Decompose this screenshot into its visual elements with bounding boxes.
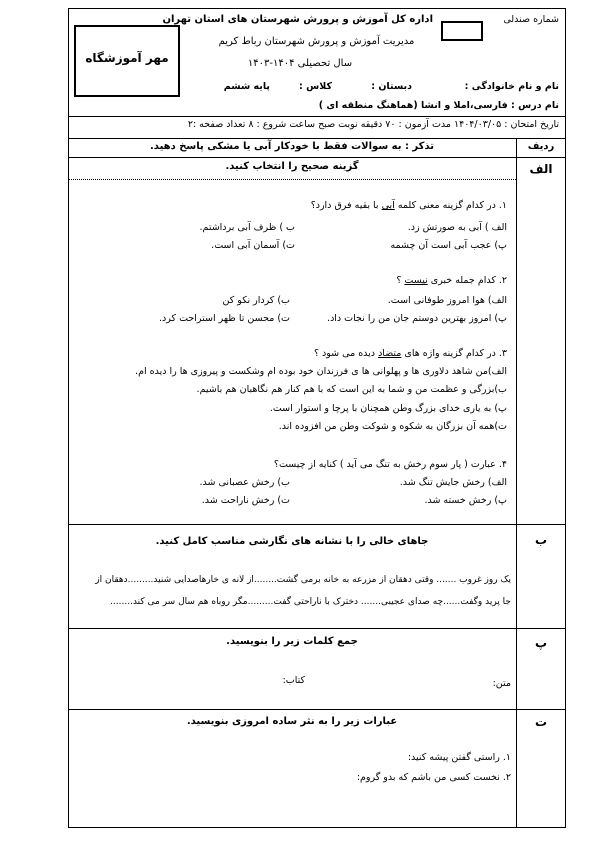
section-be-title: جاهای خالی را با نشانه های نگارشی مناسب کامل کنید. [155, 536, 429, 547]
q1-option-d[interactable]: ت) آسمان آبی است. [211, 240, 295, 251]
q1-option-b[interactable]: ب ) ظرف آبی برداشتم. [199, 222, 295, 233]
section-alef-label: الف [529, 162, 553, 176]
school-stamp-label: مهر آموزشگاه [85, 51, 169, 65]
q1-stem: ۱. در کدام گزینه معنی کلمه آبی با بقیه فرق دارد؟ [310, 200, 507, 211]
q4-option-b[interactable]: ب) رخش عصبانی شد. [199, 477, 290, 488]
q3-option-a[interactable]: الف)من شاهد دلاوری ها و پهلوانی ها ی فرزندان خود بوده ام وشکست و پیروزی ها را دیده ام. [135, 366, 507, 377]
grade-label: پایه ششم [223, 81, 270, 92]
row-column-header: ردیف [527, 141, 555, 152]
q2-option-d[interactable]: ت) محسن تا ظهر استراحت کرد. [159, 313, 290, 324]
section-te-title: عبارات زیر را به نثر ساده امروزی بنویسید. [186, 716, 398, 727]
q2-option-c[interactable]: پ) امروز بهترین دوستم جان من را نجات داد. [327, 313, 507, 324]
table-top-line [68, 138, 566, 139]
section-pe-word2: کتاب: [282, 675, 305, 686]
section-alef-title: گزینه صحیح را انتخاب کنید. [225, 161, 359, 172]
section-pe-title: جمع کلمات زیر را بنویسید. [226, 636, 358, 647]
section-be-label: ب [534, 533, 548, 547]
exam-info: تاریخ امتحان : ۱۴۰۴/۰۳/۰۵ مدت آزمون : ۷۰ دقیقه نوبت صبح ساعت شروع : ۸ تعداد صفحه :۲ [187, 119, 559, 130]
name-label: نام و نام خانوادگی : [464, 81, 559, 92]
section-alef-title-divider [68, 179, 516, 180]
q4-option-c[interactable]: پ) رخش خسته شد. [424, 495, 507, 506]
section-te-sentence2: ۲. نخست کسی من باشم که بدو گروم: [356, 772, 511, 783]
section-be-bottom [68, 628, 566, 629]
instruction-divider [68, 157, 566, 158]
instruction: تذکر : به سوالات فقط با خودکار آبی یا مشکی پاسخ دهید. [150, 141, 434, 152]
section-be-line2: جا پرید وگفت......چه صدای عجیبی....... دخترک با ناراحتی گفت.........مگر روباه هم سال سر می کند........ [110, 597, 511, 607]
school-label: دبستان : [371, 81, 412, 92]
q4-option-a[interactable]: الف) رخش جایش تنگ شد. [399, 477, 507, 488]
subject-label: نام درس : فارسی،املا و انشا (هماهنگ منطقه ای ) [318, 100, 559, 111]
q3-option-c[interactable]: پ) به یاری خدای بزرگ وطن همچنان با پرچا و استوار است. [269, 403, 507, 414]
q2-option-b[interactable]: ب) کردار نکو کن [222, 295, 290, 306]
header-divider [68, 116, 566, 117]
section-be-line1: یک روز غروب ....... وقتی دهقان از مزرعه به خانه برمی گشت........از لانه ی خارهاصدایی شنید.........دهقان از [95, 575, 511, 585]
section-alef-bottom [68, 524, 566, 525]
section-te-label: ت [534, 715, 548, 729]
section-pe-bottom [68, 709, 566, 710]
q1-option-a[interactable]: الف ) آبی به صورتش زد. [407, 222, 507, 233]
section-pe-label: پ [534, 636, 548, 650]
page-frame [68, 8, 566, 828]
q3-stem: ۳. در کدام گزینه واژه های متضاد دیده می شود ؟ [313, 348, 507, 359]
q1-option-c[interactable]: پ) عجب آبی است آن چشمه [390, 240, 507, 251]
class-label: کلاس : [299, 81, 332, 92]
seat-number-label: شماره صندلی [503, 14, 559, 25]
section-pe-word1: متن: [492, 678, 511, 689]
school-year: سال تحصیلی ۱۴۰۴-۱۴۰۳ [247, 58, 353, 69]
q3-option-d[interactable]: ت)همه آن بزرگان به شکوه و شوکت وطن من افزوده اند. [278, 421, 507, 432]
org-line2: مدیریت آموزش و پرورش شهرستان رباط کریم [218, 36, 415, 47]
seat-number-box[interactable] [441, 21, 483, 41]
q2-option-a[interactable]: الف) هوا امروز طوفانی است. [387, 295, 507, 306]
q4-option-d[interactable]: ت) رخش ناراحت شد. [201, 495, 290, 506]
q3-option-b[interactable]: ب)بزرگی و عظمت من و شما به این است که با هم کنار هم نگاهبان هم باشیم. [196, 384, 507, 395]
school-stamp-box [74, 25, 180, 97]
q2-stem: ۲. کدام جمله خبری نیست ؟ [396, 275, 507, 286]
section-te-sentence1: ۱. راستی گفتن پیشه کنید: [407, 752, 511, 763]
org-line1: اداره کل آموزش و پرورش شهرستان های استان تهران [162, 14, 433, 25]
q4-stem: ۴. عبارت ( پار سوم رخش به تنگ می آید ) کنایه از چیست؟ [273, 459, 507, 470]
